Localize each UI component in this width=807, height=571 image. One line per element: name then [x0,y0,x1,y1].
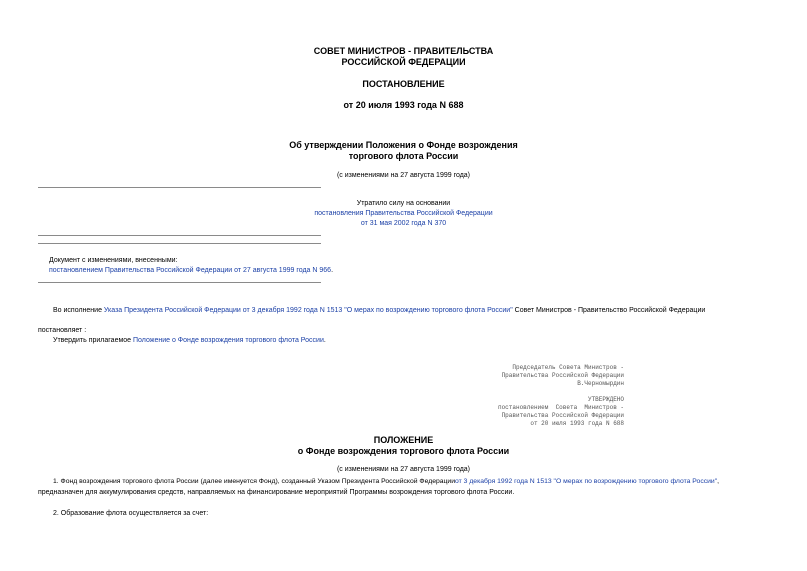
regulation-link[interactable]: Положение о Фонде возрождения торгового флота России [133,337,324,344]
regulation-title2: о Фонде возрождения торгового флота России [297,446,510,456]
changes-line: постановлением Правительства Российской Федерации от 27 августа 1999 года N 966. [49,267,334,274]
repeal-text: Утратило силу на основании [356,200,451,207]
changes-link[interactable]: постановлением Правительства Российской Федерации от 27 августа 1999 года N 966 [49,267,332,274]
divider [38,235,321,236]
regulation-decree-link[interactable]: от 3 декабря 1992 года N 1513 "О мерах по возрождению торгового флота России" [455,478,718,485]
repeal-link-line2[interactable]: от 31 мая 2002 года N 370 [360,220,447,227]
presidential-decree-link[interactable]: Указа Президента Российской Федерации от 3 декабря 1992 года N 1513 "О мерах по возрождению торгового флота России" [103,307,513,314]
preamble: Во исполнение Указа Президента Российской Федерации от 3 декабря 1992 года N 1513 "О мерах по возрождению торгового флота России" Совет Министров - Правительство Российской Федерации [53,307,706,314]
divider [38,187,321,188]
divider [38,243,321,244]
regulation-title1: ПОЛОЖЕНИЕ [373,435,434,445]
org-name-line2: РОССИЙСКОЙ ФЕДЕРАЦИИ [341,57,466,67]
signature-line2: Правительства Российской Федерации [501,372,624,379]
approved-line1: УТВЕРЖДЕНО [587,396,624,403]
signature-line3: В.Черномырдин [577,380,624,387]
doc-title-line2: торгового флота России [348,151,459,161]
repeal-link-line1[interactable]: постановления Правительства Российской Федерации [314,210,493,217]
regulation-paragraph-1-cont: предназначен для аккумулирования средств, направляемых на финансирование мероприятий Программы возрождения торгового флота России. [38,489,515,496]
approve-paragraph: Утвердить прилагаемое Положение о Фонде возрождения торгового флота России. [53,337,326,344]
regulation-paragraph-2: 2. Образование флота осуществляется за счет: [53,510,209,517]
changes-label: Документ с изменениями, внесенными: [49,257,178,264]
approved-line4: от 20 июля 1993 года N 688 [530,420,624,427]
regulation-paragraph-1: 1. Фонд возрождения торгового флота России (далее именуется Фонд), созданный Указом Президента Российской Федерацииот 3 декабря 1992 года N 1513 "О мерах по возрождению торгового флота России", [53,478,720,485]
approved-line2: постановлением Совета Министров - [497,404,624,411]
decree-word: постановляет : [38,327,87,334]
doc-title-line1: Об утверждении Положения о Фонде возрождения [289,140,518,150]
approved-line3: Правительства Российской Федерации [501,412,624,419]
org-name-line1: СОВЕТ МИНИСТРОВ - ПРАВИТЕЛЬСТВА [313,46,494,56]
divider [38,282,321,283]
amendment-note: (с изменениями на 27 августа 1999 года) [336,172,471,179]
doc-date-number: от 20 июля 1993 года N 688 [343,100,464,110]
regulation-note: (с изменениями на 27 августа 1999 года) [336,466,471,473]
doc-type: ПОСТАНОВЛЕНИЕ [362,79,445,89]
signature-line1: Председатель Совета Министров - [512,364,624,371]
